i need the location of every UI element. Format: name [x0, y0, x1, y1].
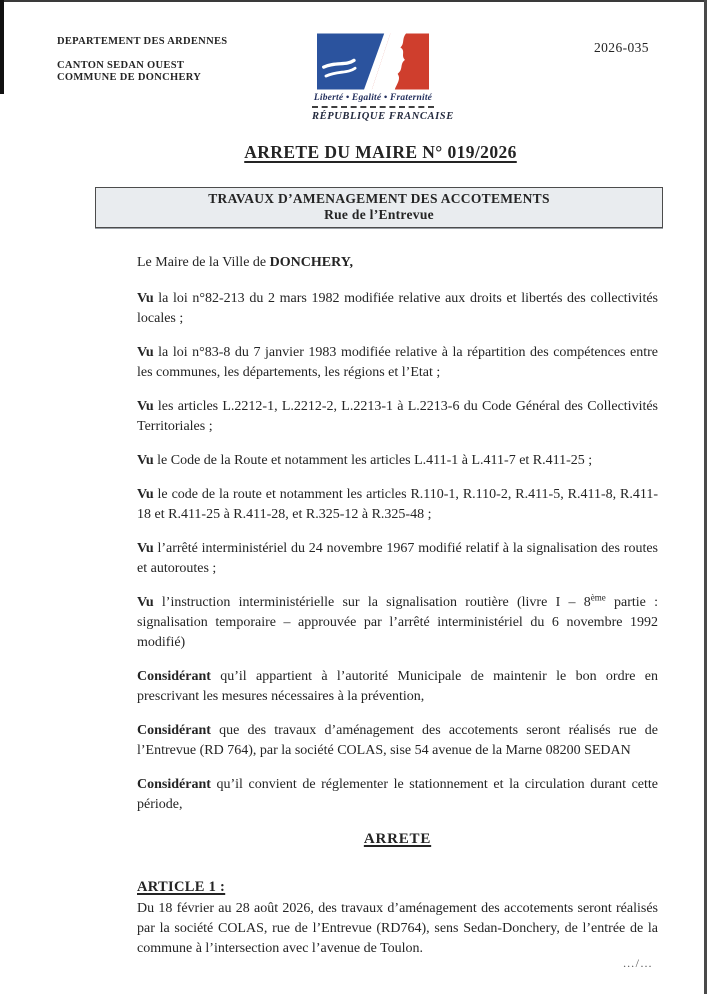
commune-name: COMMUNE DE DONCHERY [57, 72, 202, 83]
scan-edge-left [0, 0, 4, 94]
recital-considerant-3 [137, 775, 658, 815]
recital-vu-6 [137, 539, 658, 579]
intro-commune-emphasis: DONCHERY, [269, 255, 354, 270]
recital-lead: Considérant [137, 723, 211, 738]
article-1-text: Du 18 février au 28 août 2026, des travaux d’aménagement des accotements seront réalisés par la société COLAS, rue de l’Entrevue (RD764), sens Sedan-Donchery, de l’entrée de la commune à l’intersection avec l’avenue de Toulon. [137, 901, 658, 956]
page-continuation-mark: …/… [622, 956, 653, 970]
recital-text: le code de la route et notamment les articles R.110-1, R.110-2, R.411-5, R.411-8, R.411-18 et R.411-25 à R.411-28, et R.325-12 à R.325-48 ; [137, 487, 658, 522]
recital-vu-5 [137, 485, 658, 525]
recital-vu-4 [137, 451, 658, 471]
document-number: 2026-035 [594, 40, 649, 55]
recital-lead: Vu [137, 541, 154, 556]
logo-motto: Liberté • Egalité • Fraternité [313, 93, 433, 103]
recital-text: la loi n°82-213 du 2 mars 1982 modifiée relative aux droits et libertés des collectivités locales ; [137, 291, 658, 326]
recital-vu-3 [137, 397, 658, 437]
intro-line [137, 253, 658, 273]
issuer-block [57, 36, 227, 85]
recital-lead: Vu [137, 291, 154, 306]
recital-text: la loi n°83-8 du 7 janvier 1983 modifiée relative à la répartition des compétences entre les communes, les départements, les régions et l’Etat ; [137, 345, 659, 380]
decree-title: ARRETE DU MAIRE N° 019/2026 [244, 142, 517, 162]
marianne-tricolor-icon [317, 33, 429, 90]
recital-lead: Vu [137, 345, 154, 360]
republique-francaise-logo [312, 33, 454, 122]
subject-line-2: Rue de l’Entrevue [324, 207, 434, 222]
recital-lead: Considérant [137, 669, 211, 684]
recital-lead: Vu [137, 399, 154, 414]
subject-line-1: TRAVAUX D’AMENAGEMENT DES ACCOTEMENTS [208, 191, 550, 206]
recital-vu-7 [137, 593, 658, 653]
decree-body [137, 253, 658, 973]
recital-superscript: ème [590, 592, 606, 603]
recital-considerant-1 [137, 667, 658, 707]
canton-name: CANTON SEDAN OUEST [57, 59, 185, 71]
recital-text: partie : signalisation temporaire – approuvée par l’arrêté interministériel du 6 novembre 1992 modifié) [137, 595, 658, 650]
scan-edge-top [0, 0, 707, 2]
recital-text: le Code de la Route et notamment les articles L.411-1 à L.411-7 et R.411-25 ; [157, 453, 593, 468]
recital-lead: Vu [137, 453, 154, 468]
article-1-heading: ARTICLE 1 : [137, 879, 226, 895]
logo-dashed-divider [312, 106, 434, 108]
recital-text: qu’il appartient à l’autorité Municipale de maintenir le bon ordre en prescrivant les mesures nécessaires à la prévention, [137, 669, 659, 704]
logo-republique-label: RÉPUBLIQUE FRANCAISE [312, 111, 454, 122]
arrete-section-heading: ARRETE [363, 831, 432, 847]
recital-lead: Considérant [137, 777, 211, 792]
recital-vu-1 [137, 289, 658, 329]
recital-text: l’arrêté interministériel du 24 novembre 1967 modifié relatif à la signalisation des routes et autoroutes ; [137, 541, 658, 576]
recital-text: l’instruction interministérielle sur la signalisation routière (livre I – 8 [161, 595, 591, 610]
intro-text: Le Maire de la Ville de [137, 255, 270, 270]
subject-box [95, 187, 663, 228]
recital-text: que des travaux d’aménagement des accotements seront réalisés rue de l’Entrevue (RD 764), par la société COLAS, sise 54 avenue de la Marne 08200 SEDAN [137, 723, 658, 758]
recital-vu-2 [137, 343, 658, 383]
recital-lead: Vu [137, 487, 154, 502]
recital-considerant-2 [137, 721, 658, 761]
recital-text: qu’il convient de réglementer le stationnement et la circulation durant cette période, [137, 777, 659, 812]
recital-text: les articles L.2212-1, L.2212-2, L.2213-1 à L.2213-6 du Code Général des Collectivités Territoriales ; [137, 399, 659, 434]
department-name: DEPARTEMENT DES ARDENNES [57, 36, 228, 47]
recital-lead: Vu [137, 595, 154, 610]
